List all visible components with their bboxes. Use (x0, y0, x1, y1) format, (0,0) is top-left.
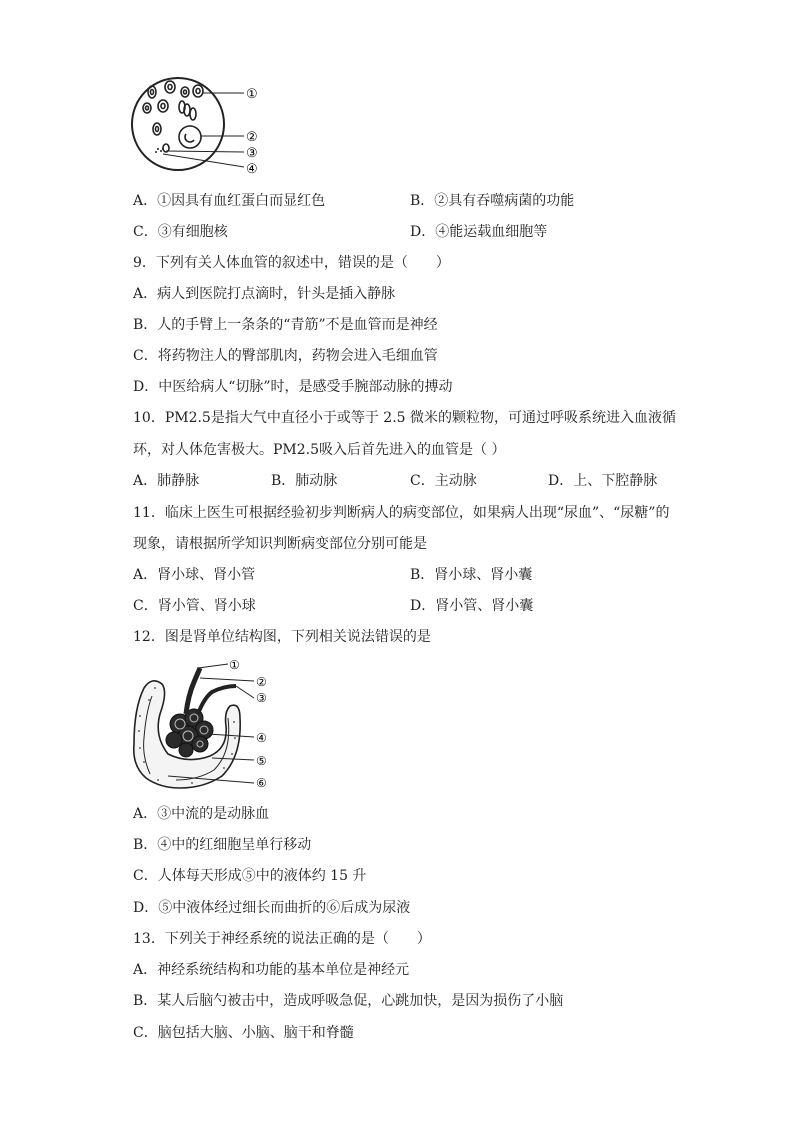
nephron-figure (128, 656, 280, 792)
q10-option-d: D．上、下腔静脉 (548, 473, 658, 489)
q12-option-a: A．③中流的是动脉血 (133, 806, 270, 822)
q12-option-d: D．⑤中液体经过细长而曲折的⑥后成为尿液 (133, 900, 411, 916)
q12-stem: 12．图是肾单位结构图，下列相关说法错误的是 (133, 629, 431, 645)
q10-stem-line1: 10．PM2.5是指大气中直径小于或等于 2.5 微米的颗粒物，可通过呼吸系统进入血液循 (133, 410, 676, 426)
q8-option-c: C．③有细胞核 (133, 224, 228, 240)
q10-option-c: C．主动脉 (410, 473, 477, 489)
q11-stem-line1: 11．临床上医生可根据经验初步判断病人的病变部位，如果病人出现“尿血”、“尿糖”的 (133, 505, 670, 521)
q12-option-b: B．④中的红细胞呈单行移动 (133, 837, 312, 853)
q8-option-d: D．④能运载血细胞等 (410, 224, 548, 240)
q11-option-b: B．肾小球、肾小囊 (410, 567, 533, 583)
q9-option-c: C．将药物注人的臀部肌肉，药物会进入毛细血管 (133, 348, 438, 364)
q9-stem: 9．下列有关人体血管的叙述中，错误的是（ ） (133, 255, 450, 271)
q10-stem-line2: 环，对人体危害极大。PM2.5吸入后首先进入的血管是（ ） (133, 442, 506, 458)
q13-option-c: C．脑包括大脑、小脑、脑干和脊髓 (133, 1025, 354, 1041)
q11-stem-line2: 现象，请根据所学知识判断病变部位分别可能是 (133, 536, 427, 552)
nephron-label-3: ③ (256, 691, 267, 705)
nephron-label-6: ⑥ (256, 776, 267, 790)
figure1-label-4: ④ (246, 162, 258, 177)
q8-option-a: A．①因具有血红蛋白而显红色 (133, 193, 326, 209)
nephron-label-4: ④ (256, 731, 267, 745)
figure1-label-1: ① (246, 87, 258, 102)
q11-option-d: D．肾小管、肾小囊 (410, 598, 534, 614)
nephron-label-5: ⑤ (256, 754, 267, 768)
figure1-label-3: ③ (246, 146, 258, 161)
q13-option-a: A．神经系统结构和功能的基本单位是神经元 (133, 962, 410, 978)
figure1-label-2: ② (246, 130, 258, 145)
q10-option-b: B．肺动脉 (271, 473, 338, 489)
q8-option-b: B．②具有吞噬病菌的功能 (410, 193, 575, 209)
q11-option-a: A．肾小球、肾小管 (133, 567, 256, 583)
blood-smear-figure (130, 74, 270, 178)
q13-stem: 13．下列关于神经系统的说法正确的是（ ） (133, 931, 431, 947)
q12-option-c: C．人体每天形成⑤中的液体约 15 升 (133, 868, 367, 884)
nephron-label-1: ① (229, 658, 240, 672)
nephron-label-2: ② (256, 675, 267, 689)
blood-smear-drawing (130, 74, 270, 178)
q9-option-d: D．中医给病人“切脉”时，是感受手腕部动脉的搏动 (133, 379, 453, 395)
q11-option-c: C．肾小管、肾小球 (133, 598, 256, 614)
q9-option-b: B．人的手臂上一条条的“青筋”不是血管而是神经 (133, 317, 438, 333)
q13-option-b: B．某人后脑勺被击中，造成呼吸急促，心跳加快，是因为损伤了小脑 (133, 993, 564, 1009)
nephron-drawing (128, 656, 280, 792)
q9-option-a: A．病人到医院打点滴时，针头是插入静脉 (133, 286, 396, 302)
q10-option-a: A．肺静脉 (133, 473, 200, 489)
